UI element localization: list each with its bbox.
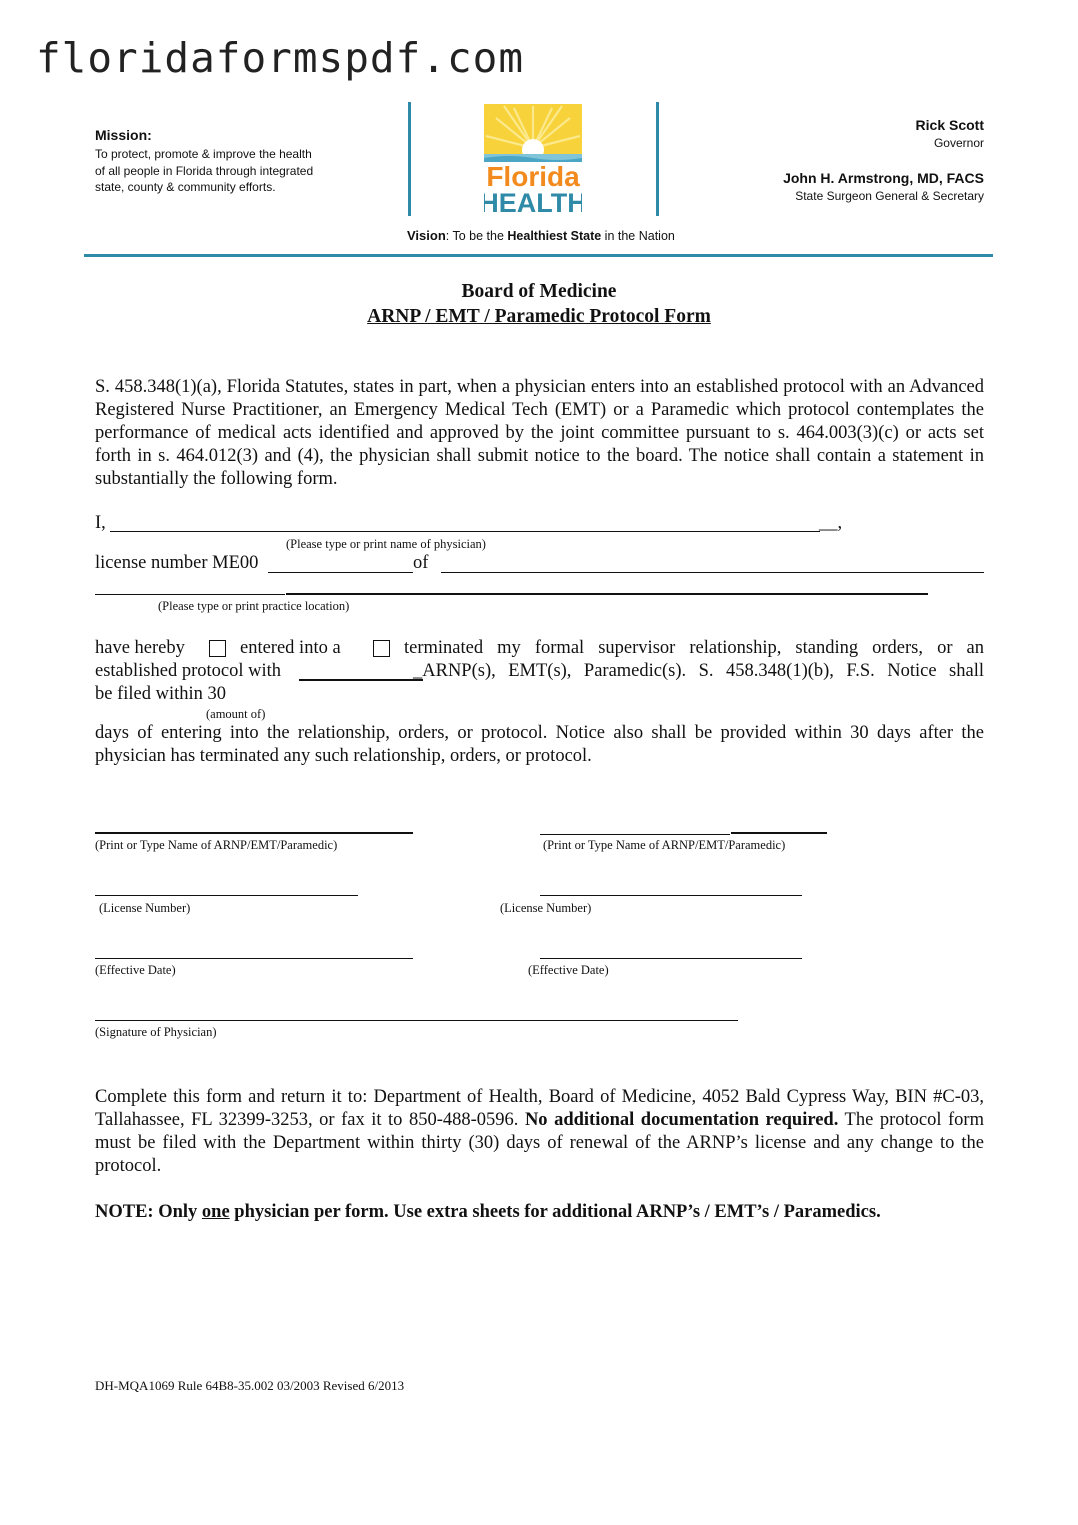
practice-location-field-2b[interactable] bbox=[286, 593, 928, 595]
license-number-label: license number ME00 bbox=[95, 553, 259, 573]
return-bold: No additional documentation required. bbox=[524, 1110, 839, 1130]
florida-health-logo bbox=[484, 104, 582, 214]
sun-icon bbox=[484, 104, 582, 214]
arnp-name-label-right: (Print or Type Name of ARNP/EMT/Paramedic) bbox=[543, 838, 786, 852]
arnp-name-label-left: (Print or Type Name of ARNP/EMT/Paramedic) bbox=[95, 838, 338, 852]
i-label: I, bbox=[95, 513, 106, 533]
physician-signature-label: (Signature of Physician) bbox=[95, 1025, 217, 1039]
license-field-left[interactable] bbox=[95, 895, 358, 896]
header-divider-right bbox=[656, 102, 659, 216]
have-hereby-text: have hereby bbox=[95, 638, 185, 658]
return-text-2: The protocol form must be filed with the Department within thirty (30) days of renewal of the ARNP’s license and any change to the protocol. bbox=[95, 1110, 984, 1176]
arnp-name-field-right-a[interactable] bbox=[540, 834, 730, 835]
logo-text-health: HEALTH bbox=[484, 188, 582, 214]
practice-location-field[interactable] bbox=[441, 572, 984, 573]
arnp-name-field-left[interactable] bbox=[95, 832, 413, 834]
header-rule bbox=[84, 254, 993, 257]
license-label-right: (License Number) bbox=[500, 901, 592, 915]
governor-name: Rick Scott bbox=[915, 117, 984, 133]
established-with-text: established protocol with bbox=[95, 661, 281, 681]
return-text-1: Complete this form and return it to: Department of Health, Board of Medicine, 4052 Bald Cypress Way, BIN #C-03, Tallahassee, FL 32399-3253, or fax it to 850-488-0596. bbox=[95, 1087, 984, 1130]
governor-title: Governor bbox=[933, 136, 984, 150]
effective-date-label-right: (Effective Date) bbox=[528, 963, 609, 977]
surgeon-general-title: State Surgeon General & Secretary bbox=[795, 189, 984, 203]
note-suffix: physician per form. Use extra sheets for additional ARNP’s / EMT’s / Paramedics. bbox=[229, 1202, 881, 1222]
intro-paragraph: S. 458.348(1)(a), Florida Statutes, states in part, when a physician enters into an established protocol with an Advanced Registered Nurse Practitioner, an Emergency Medical Tech (EMT) or a Paramedic which protocol contemplates the performance of medical acts identified and approved by the joint committee pursuant to s. 464.003(3)(c) or acts set forth in s. 464.012(3) and (4), the physician shall submit notice to the board. The notice shall contain a statement in substantially the following form. bbox=[95, 377, 984, 489]
effective-date-field-left[interactable] bbox=[95, 958, 413, 959]
vision-statement bbox=[407, 228, 675, 243]
form-title bbox=[0, 306, 1078, 328]
logo-text-florida: Florida bbox=[486, 161, 580, 192]
entered-checkbox[interactable] bbox=[209, 640, 226, 657]
terminated-checkbox[interactable] bbox=[373, 640, 390, 657]
note-underlined: one bbox=[201, 1202, 230, 1222]
form-title-text: ARNP / EMT / Paramedic Protocol Form bbox=[367, 306, 711, 327]
physician-name-hint: (Please type or print name of physician) bbox=[286, 537, 486, 551]
filed-within-text: be filed within 30 bbox=[95, 684, 227, 704]
vision-bold: Healthiest State bbox=[507, 229, 602, 243]
closing-paragraph: days of entering into the relationship, orders, or protocol. Notice also shall be provided within 30 days after the physician has terminated any such relationship, orders, or protocol. bbox=[95, 723, 984, 766]
note-prefix: NOTE: Only bbox=[95, 1202, 202, 1222]
mission-heading: Mission: bbox=[95, 127, 152, 143]
terminated-text: terminated my formal supervisor relationship, standing orders, or an bbox=[404, 638, 984, 658]
effective-date-label-left: (Effective Date) bbox=[95, 963, 176, 977]
return-instructions bbox=[95, 1086, 984, 1178]
note bbox=[95, 1202, 881, 1223]
practice-location-field-2a[interactable] bbox=[95, 594, 285, 595]
arnp-text: _ARNP(s), EMT(s), Paramedic(s). S. 458.348(1)(b), F.S. Notice shall bbox=[413, 661, 984, 681]
board-title: Board of Medicine bbox=[461, 281, 617, 302]
form-footer: DH-MQA1069 Rule 64B8-35.002 03/2003 Revised 6/2013 bbox=[95, 1378, 405, 1393]
arnp-name-field-right-b[interactable] bbox=[731, 832, 827, 834]
site-watermark: floridaformspdf.com bbox=[36, 34, 524, 82]
license-number-field[interactable] bbox=[268, 572, 413, 573]
header-divider-left bbox=[408, 102, 411, 216]
license-field-right[interactable] bbox=[540, 895, 802, 896]
of-label: of bbox=[413, 553, 429, 573]
physician-signature-field[interactable] bbox=[95, 1020, 738, 1021]
effective-date-field-right[interactable] bbox=[540, 958, 802, 959]
surgeon-general-name: John H. Armstrong, MD, FACS bbox=[783, 170, 984, 186]
vision-label: Vision bbox=[407, 228, 446, 243]
i-end: __, bbox=[819, 513, 843, 533]
vision-text-2: in the Nation bbox=[601, 229, 675, 243]
amount-of-hint: (amount of) bbox=[206, 707, 266, 721]
license-label-left: (License Number) bbox=[99, 901, 191, 915]
entered-into-text: entered into a bbox=[240, 638, 341, 658]
vision-text-1: : To be the bbox=[445, 229, 508, 243]
mission-text: To protect, promote & improve the health of all people in Florida through integrated state, county & community efforts. bbox=[95, 147, 314, 194]
arnp-count-field[interactable] bbox=[299, 679, 423, 681]
physician-name-field[interactable] bbox=[110, 531, 820, 532]
practice-location-hint: (Please type or print practice location) bbox=[158, 599, 350, 613]
